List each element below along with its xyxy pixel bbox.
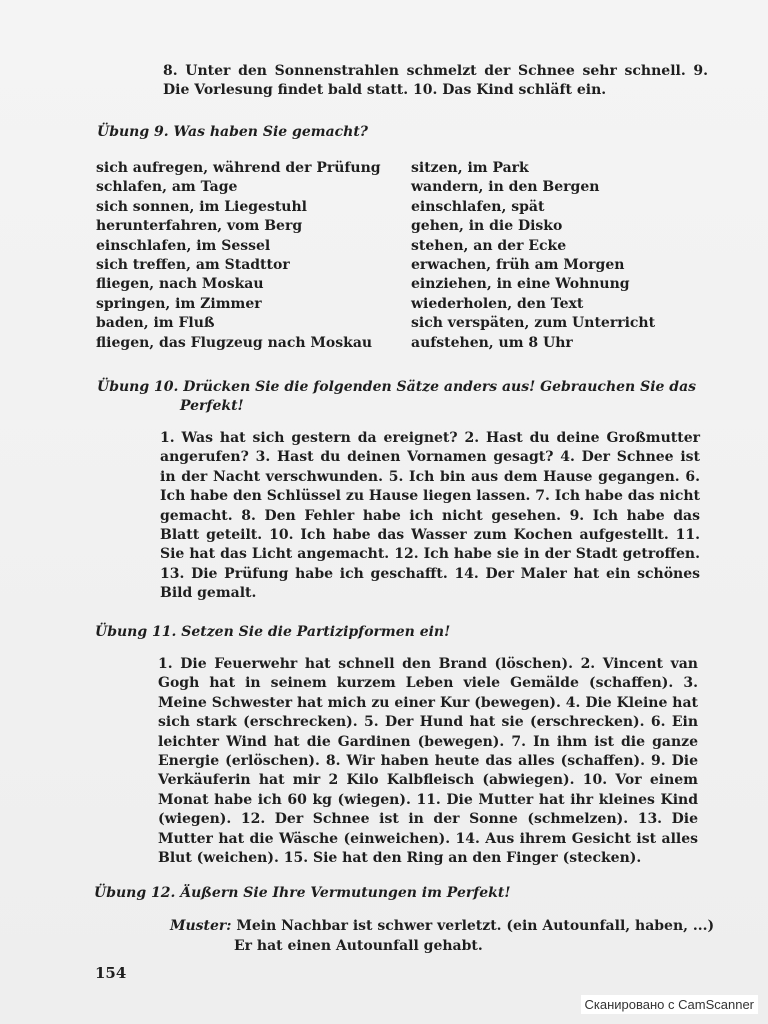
list-item: gehen, in die Disko: [411, 218, 563, 235]
list-item: wandern, in den Bergen: [411, 179, 600, 196]
list-item: einschlafen, im Sessel: [96, 237, 271, 254]
list-item: herunterfahren, vom Berg: [96, 218, 303, 235]
ubung9-title: Was haben Sie gemacht?: [173, 124, 369, 140]
ubung12-title: Äußern Sie Ihre Vermutungen im Perfekt!: [180, 885, 511, 901]
muster-sentence: Mein Nachbar ist schwer verletzt. (ein Autounfall, haben, ...): [236, 918, 715, 934]
list-item: einschlafen, spät: [411, 198, 545, 215]
ubung12-muster-line1: [170, 917, 714, 936]
ubung9-number: Übung 9.: [97, 124, 169, 140]
list-item: erwachen, früh am Morgen: [411, 256, 625, 273]
list-item: baden, im Fluß: [96, 315, 215, 332]
list-item: sich aufregen, während der Prüfung: [96, 160, 381, 176]
list-item: wiederholen, den Text: [411, 295, 584, 312]
list-item: aufstehen, um 8 Uhr: [411, 334, 573, 351]
list-item: sitzen, im Park: [411, 160, 529, 176]
list-item: stehen, an der Ecke: [411, 237, 567, 254]
top-paragraph: 8. Unter den Sonnenstrahlen schmelzt der Schnee sehr schnell. 9. Die Vorlesung findet bald statt. 10. Das Kind schläft ein.: [163, 63, 708, 98]
scanner-watermark: Сканировано с CamScanner: [581, 995, 758, 1014]
muster-label: Muster:: [170, 918, 232, 934]
ubung9-left-column: [96, 159, 381, 353]
list-item: fliegen, nach Moskau: [96, 276, 264, 293]
ubung11-title: Setzen Sie die Partizipformen ein!: [181, 624, 451, 640]
ubung10-number: Übung 10.: [97, 379, 179, 395]
list-item: schlafen, am Tage: [96, 179, 238, 196]
ubung9-heading: [97, 124, 368, 140]
ubung12-heading: [94, 885, 510, 901]
list-item: einziehen, in eine Wohnung: [411, 276, 630, 293]
ubung10-body: 1. Was hat sich gestern da ereignet? 2. Hast du deine Großmutter angerufen? 3. Hast du deinen Vornamen gesagt? 4. Der Schnee ist in der Nacht verschwunden. 5. Ich bin aus dem Hause gegangen. 6. Ich habe den Schlüssel zu Hause liegen lassen. 7. Ich habe das nicht gemacht. 8. Den Fehler habe ich nicht gesehen. 9. Ich habe das Blatt geteilt. 10. Ich habe das Wasser zum Kochen aufgestellt. 11. Sie hat das Licht angemacht. 12. Ich habe sie in der Stadt getroffen. 13. Die Prüfung habe ich geschafft. 14. Der Maler hat ein schönes Bild gemalt.: [160, 430, 701, 602]
list-item: sich treffen, am Stadttor: [96, 256, 290, 273]
ubung10-title-line2: Perfekt!: [180, 398, 244, 414]
ubung11-heading: [95, 624, 450, 640]
ubung10-title-line1: Drücken Sie die folgenden Sätze anders aus! Gebrauchen Sie das: [183, 379, 697, 395]
ubung10-heading: [97, 378, 707, 416]
list-item: sich verspäten, zum Unterricht: [411, 315, 656, 332]
ubung12-muster-line2: Er hat einen Autounfall gehabt.: [234, 938, 483, 954]
ubung11-number: Übung 11.: [95, 624, 177, 640]
page-number: 154: [95, 964, 127, 982]
list-item: springen, im Zimmer: [96, 295, 262, 312]
list-item: fliegen, das Flugzeug nach Moskau: [96, 334, 373, 351]
ubung11-body: 1. Die Feuerwehr hat schnell den Brand (löschen). 2. Vincent van Gogh hat in seinem kurzem Leben viele Gemälde (schaffen). 3. Meine Schwester hat mich zu einer Kur (bewegen). 4. Die Kleine hat sich stark (erschrecken). 5. Der Hund hat sie (erschrecken). 6. Ein leichter Wind hat die Gardinen (bewegen). 7. In ihm ist die ganze Energie (erlöschen). 8. Wir haben heute das alles (schaffen). 9. Die Verkäuferin hat mir 2 Kilo Kalbfleisch (abwiegen). 10. Vor einem Monat habe ich 60 kg (wiegen). 11. Die Mutter hat ihr kleines Kind (wiegen). 12. Der Schnee ist in der Sonne (schmelzen). 13. Die Mutter hat die Wäsche (einweichen). 14. Aus ihrem Gesicht ist alles Blut (weichen). 15. Sie hat den Ring an den Finger (stecken).: [158, 656, 698, 867]
ubung12-number: Übung 12.: [94, 885, 176, 901]
list-item: sich sonnen, im Liegestuhl: [96, 198, 307, 215]
ubung9-right-column: [411, 159, 655, 353]
